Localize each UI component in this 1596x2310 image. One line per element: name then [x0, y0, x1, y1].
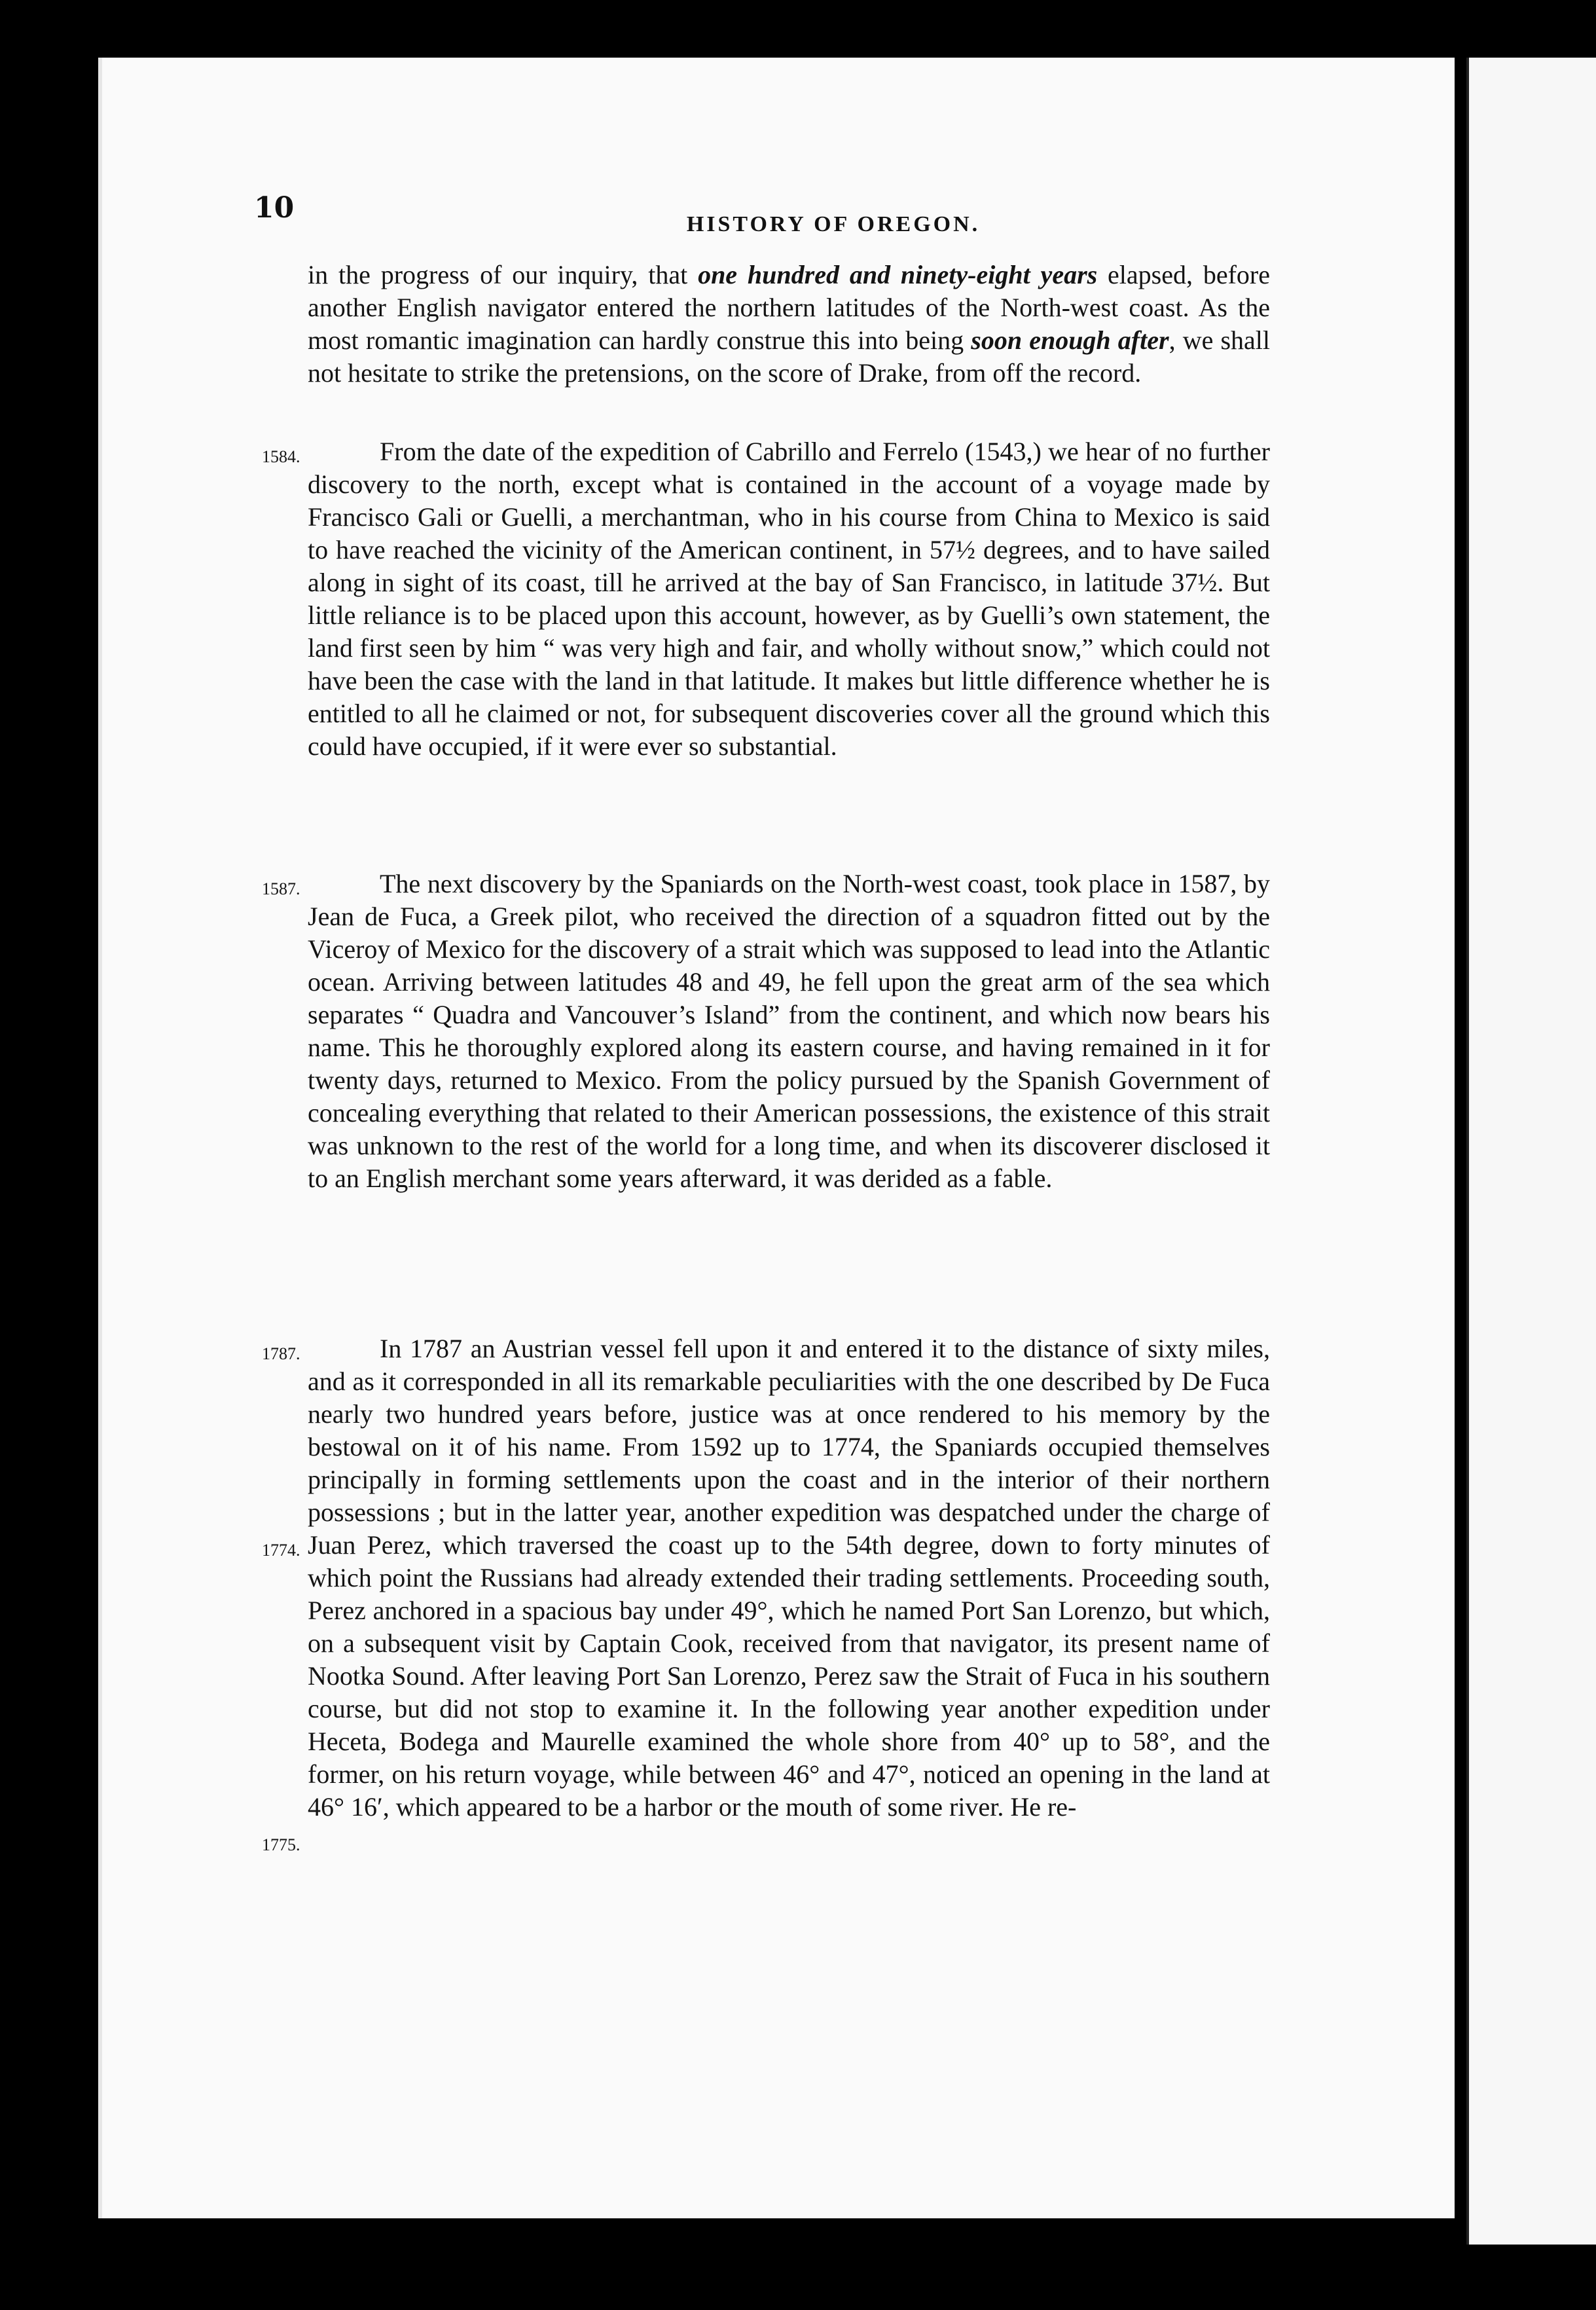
- margin-year-1587: 1587.: [262, 879, 300, 898]
- margin-year-1774: 1774.: [262, 1541, 300, 1560]
- running-title: HISTORY OF OREGON.: [686, 212, 981, 236]
- paragraph-1-emphasis-b: soon enough after: [971, 325, 1169, 355]
- page-header: [254, 145, 1275, 257]
- margin-year-1584: 1584.: [262, 447, 300, 466]
- paragraph-3: The next discovery by the Spaniards on the North-west coast, took place in 1587, by Jean de Fuca, a Greek pilot, who received the direction of a squadron fitted out by the Viceroy of Mexico for the discovery of a strait which was supposed to lead into the Atlantic ocean. Arriving between latitudes 48 and 49, he fell upon the great arm of the sea which separates “ Quadra and Vancouver’s Island” from the continent, and which now bears his name. This he thoroughly explored along its eastern course, and having remained in it for twenty days, returned to Mexico. From the policy pursued by the Spanish Government of concealing everything that related to their American possessions, the existence of this strait was unknown to the rest of the world for a long time, and when its discoverer disclosed it to an English merchant some years afterward, it was derided as a fable.: [308, 869, 1270, 1193]
- facing-page-edge: [1466, 58, 1596, 2245]
- paragraph-4: In 1787 an Austrian vessel fell upon it and entered it to the distance of sixty miles, and as it corresponded in all its remarkable peculiarities with the one described by De Fuca nearly two hundred years before, justice was at once rendered to his memory by the bestowal on it of his name. From 1592 up to 1774, the Spaniards occupied themselves principally in forming settlements upon the coast and in the interior of their northern possessions ; but in the latter year, another expedition was despatched under the charge of Juan Perez, which traversed the coast up to the 54th degree, down to forty minutes of which point the Russians had already extended their trading settlements. Proceeding south, Perez anchored in a spacious bay under 49°, which he named Port San Lorenzo, but which, on a subsequent visit by Captain Cook, received from that navigator, its present name of Nootka Sound. After leaving Port San Lorenzo, Perez saw the Strait of Fuca in his southern course, but did not stop to examine it. In the following year another expedition under Heceta, Bodega and Maurelle examined the whole shore from 40° up to 58°, and the former, on his return voyage, while between 46° and 47°, noticed an opening in the land at 46° 16′, which appeared to be a harbor or the mouth of some river. He re-: [308, 1334, 1270, 1822]
- paragraph-1-text-a: in the progress of our inquiry, that: [308, 260, 698, 289]
- paragraph-1-emphasis-a: one hundred and ninety-eight years: [698, 260, 1098, 289]
- page-number: 10: [254, 191, 295, 225]
- paragraph-1: [308, 259, 1270, 390]
- body-text: [262, 259, 1283, 2026]
- paragraph-2: From the date of the expedition of Cabrillo and Ferrelo (1543,) we hear of no further discovery to the north, except what is contained in the account of a voyage made by Francisco Gali or Guelli, a merchantman, who in his course from China to Mexico is said to have reached the vicinity of the American continent, in 57½ degrees, and to have sailed along in sight of its coast, till he arrived at the bay of San Francisco, in latitude 37½. But little reliance is to be placed upon this account, however, as by Guelli’s own statement, the land first seen by him “ was very high and fair, and wholly without snow,” which could not have been the case with the land in that latitude. It makes but little difference whether he is entitled to all he claimed or not, for subsequent discoveries cover all the ground which this could have occupied, if it were ever so substantial.: [308, 437, 1270, 761]
- margin-year-1775: 1775.: [262, 1835, 300, 1854]
- paragraph-1-text-b: elapsed, before another English navigator entered the northern latitudes of the North-west coast. As the most romantic imagination can hardly construe this into being: [308, 260, 1271, 355]
- paragraph-1-text-c: , we shall not hesitate to strike the pretensions, on the score of Drake, from off the record.: [308, 325, 1270, 388]
- margin-year-1787: 1787.: [262, 1344, 300, 1363]
